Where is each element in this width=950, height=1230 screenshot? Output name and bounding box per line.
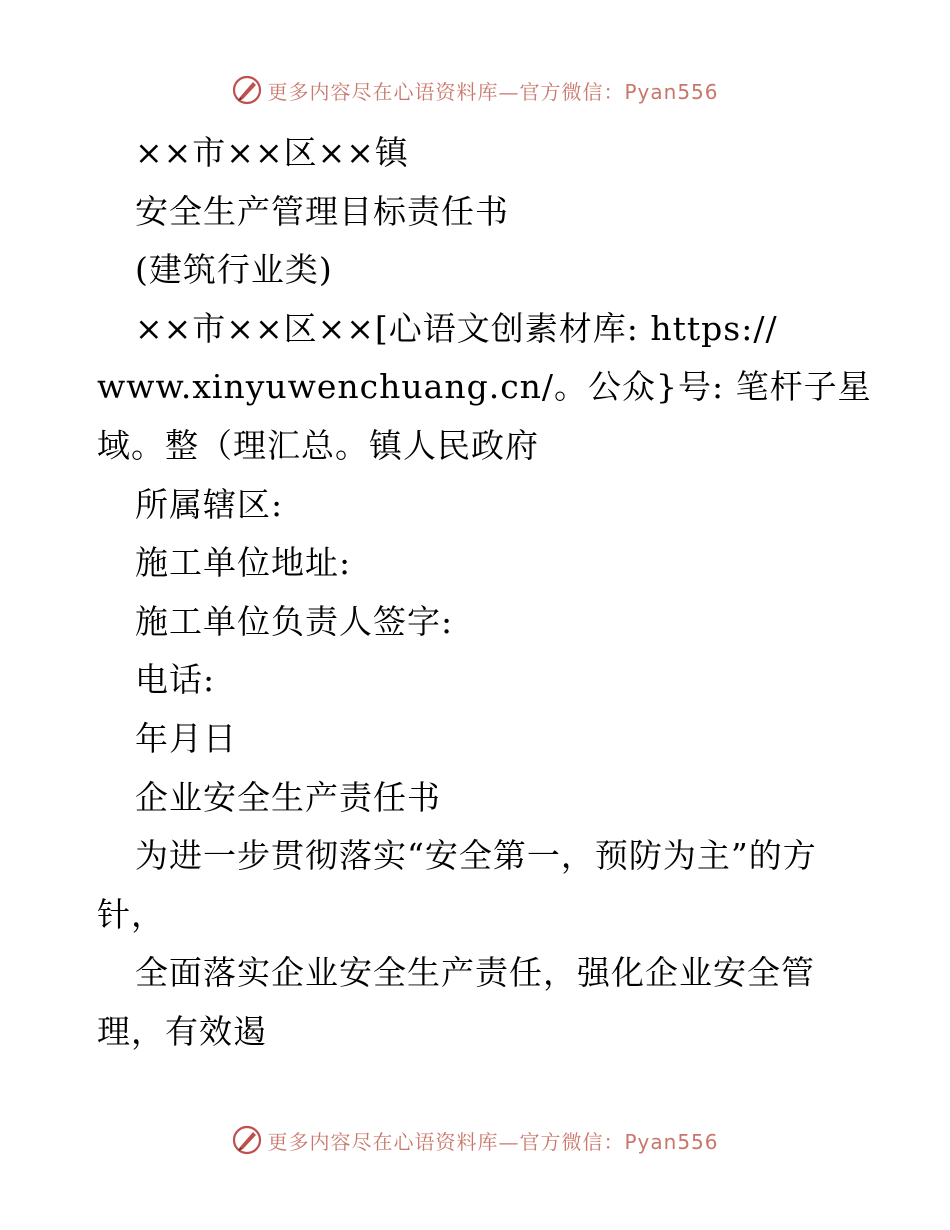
banner-text: [267, 76, 718, 105]
doc-line-district: 所属辖区:: [135, 484, 284, 524]
doc-line-paragraph-1: 为进一步贯彻落实“安全第一，预防为主”的方: [135, 836, 817, 876]
document-body: [97, 124, 872, 1062]
doc-line-paragraph-3: 全面落实企业安全生产责任，强化企业安全管: [135, 953, 815, 993]
banner-wechat-id: Pyan556: [624, 79, 719, 104]
doc-line-signature: 施工单位负责人签字:: [135, 601, 454, 641]
banner-slogan: 更多内容尽在心语资料库—: [267, 1129, 520, 1154]
doc-line-address: 施工单位地址:: [135, 543, 352, 583]
doc-line-source-2: www.xinyuwenchuang.cn/。公众}号: 笔杆子星: [97, 367, 872, 407]
doc-line-title: 安全生产管理目标责任书: [135, 191, 509, 231]
doc-line-paragraph-4: 理，有效遏: [97, 1011, 267, 1051]
pen-logo-icon: [231, 74, 263, 106]
doc-line-date: 年月日: [135, 718, 237, 758]
banner-wechat-id: Pyan556: [624, 1129, 719, 1154]
pen-logo-icon: [231, 1124, 263, 1156]
doc-line-section-title: 企业安全生产责任书: [135, 777, 441, 817]
banner-wechat-label: 官方微信：: [519, 79, 625, 104]
doc-line-category: (建筑行业类): [135, 250, 333, 290]
banner-wechat-label: 官方微信：: [519, 1129, 625, 1154]
doc-line-location: ××市××区××镇: [135, 133, 409, 172]
header-watermark-banner: [0, 70, 950, 110]
footer-watermark-banner: [0, 1120, 950, 1160]
doc-line-source-1: ××市××区××[心语文创素材库: https://: [135, 308, 778, 348]
doc-line-paragraph-2: 针，: [97, 894, 165, 934]
doc-line-source-3: 域。整（理汇总。镇人民政府: [97, 425, 539, 465]
banner-text: [267, 1126, 718, 1155]
banner-slogan: 更多内容尽在心语资料库—: [267, 79, 520, 104]
doc-line-phone: 电话:: [135, 660, 216, 700]
